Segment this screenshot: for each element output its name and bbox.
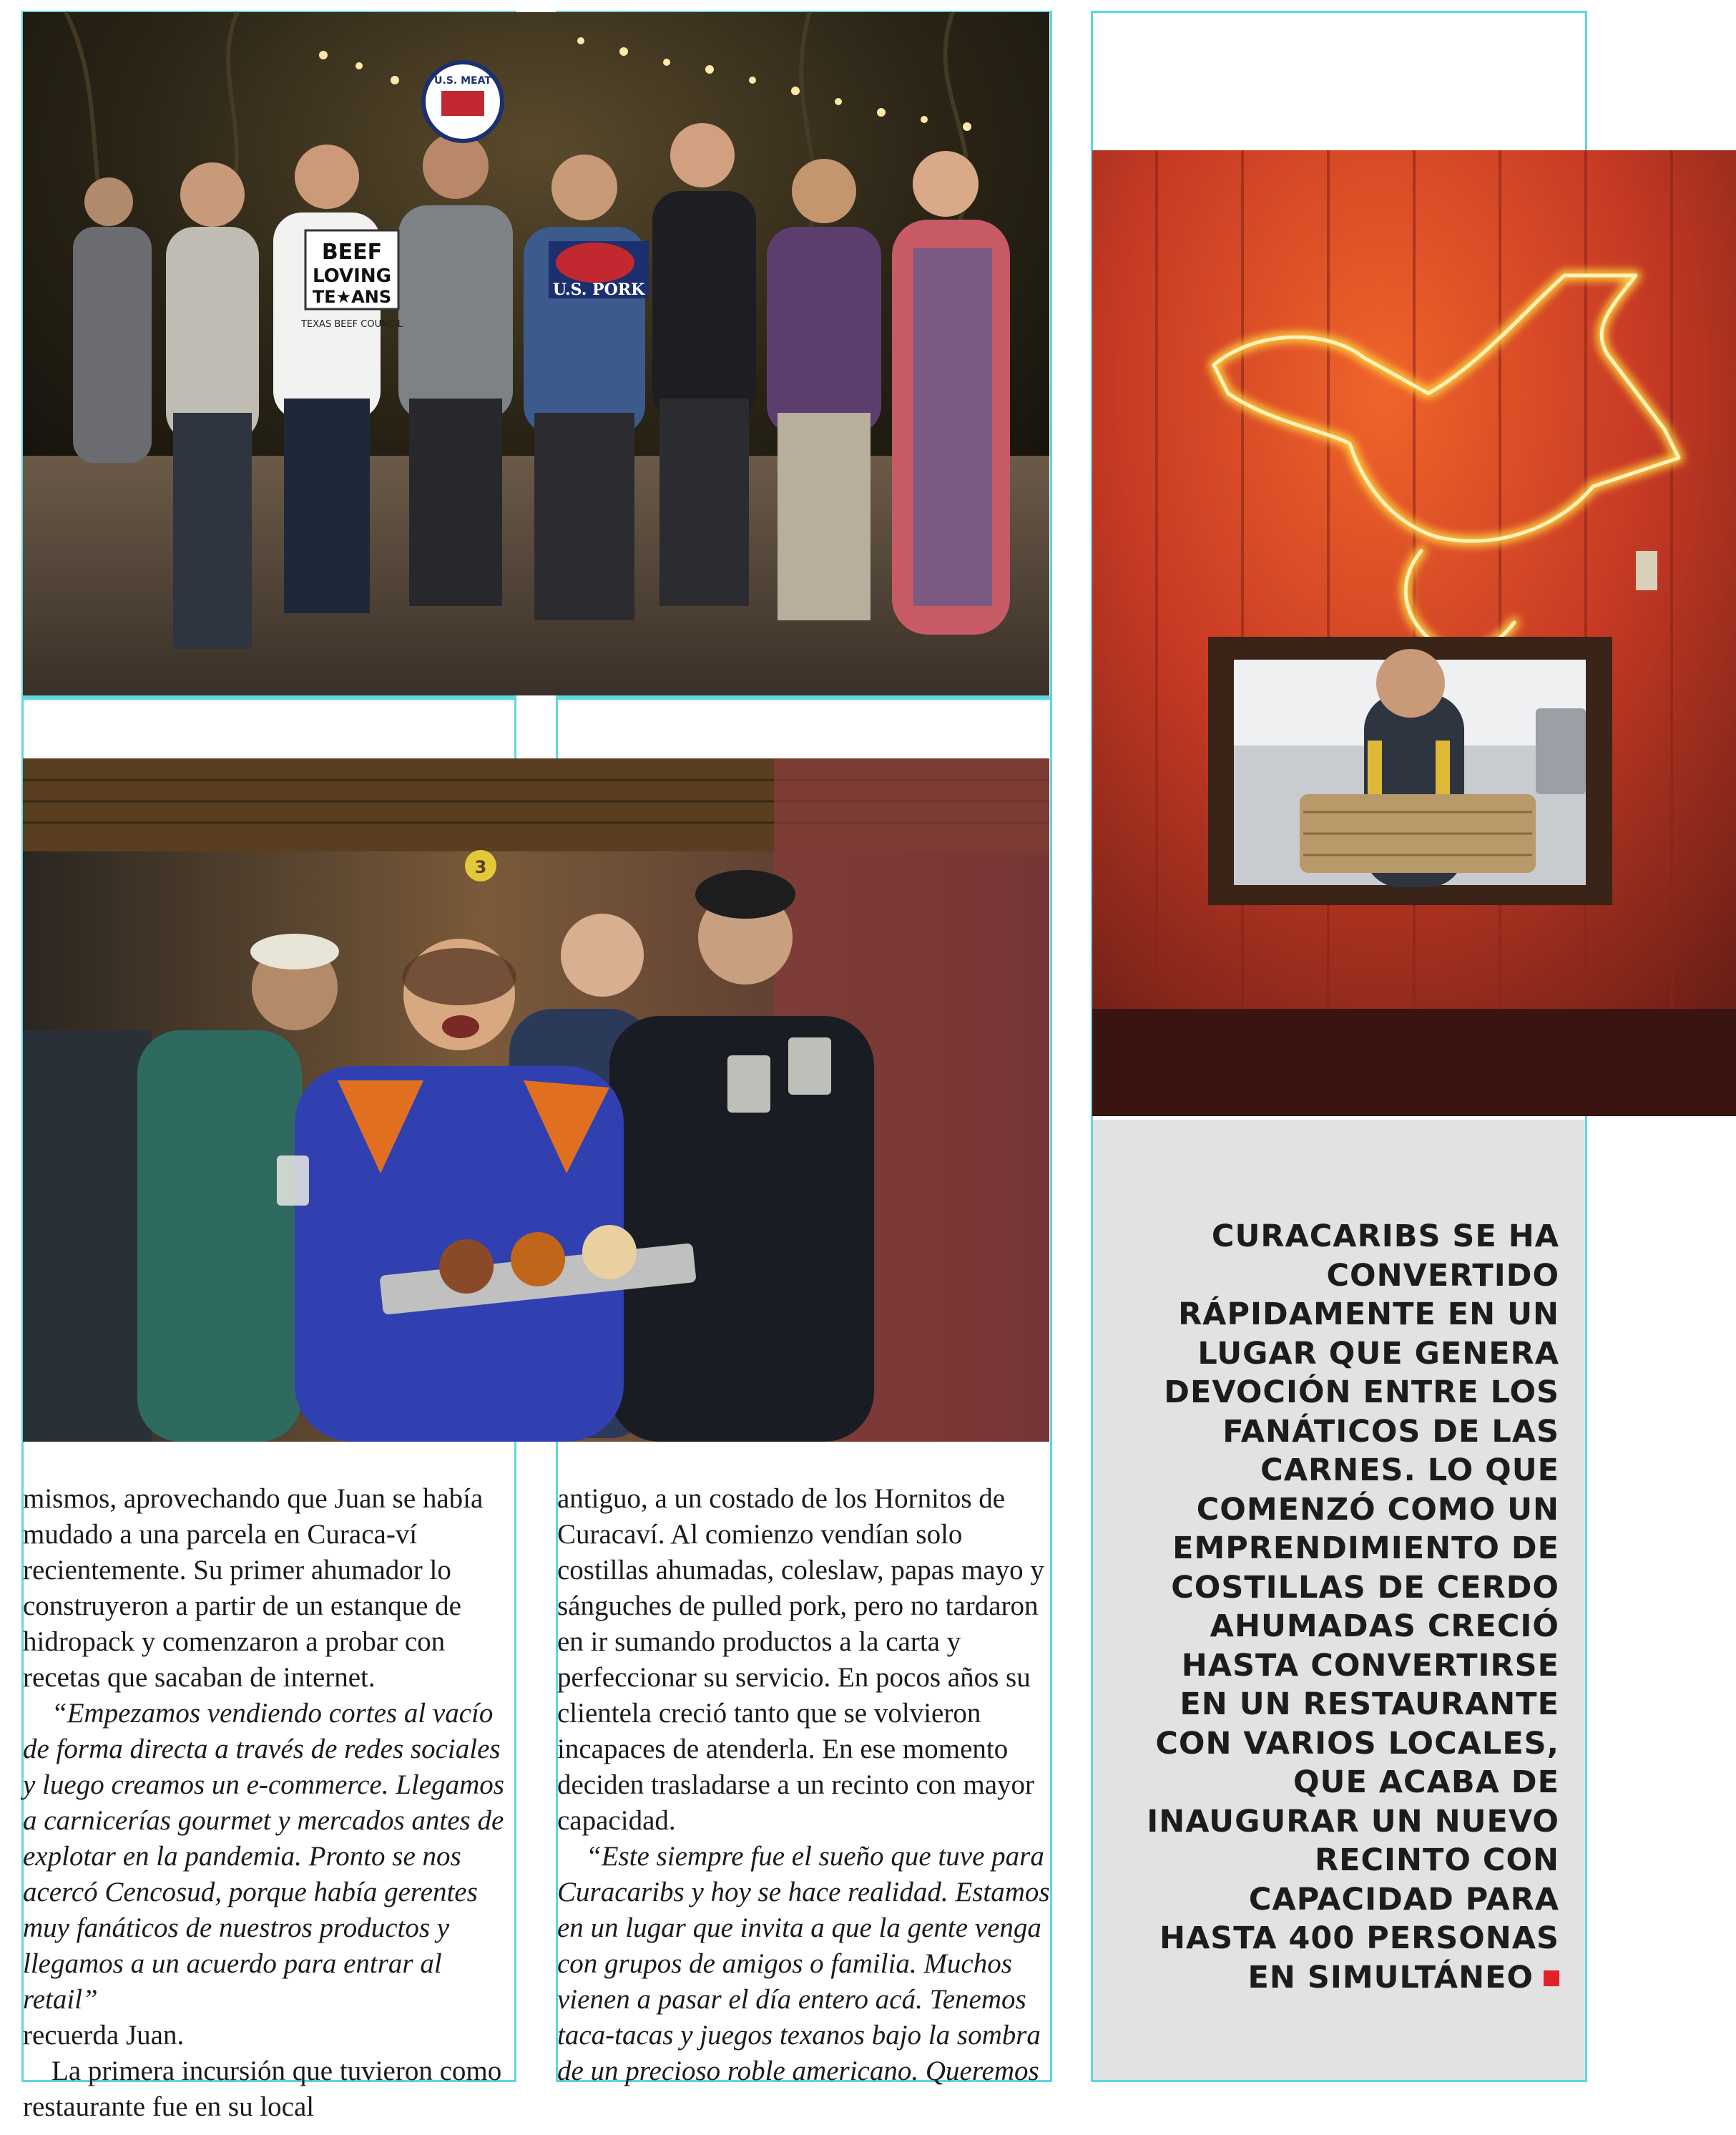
pull-quote-line: CON VARIOS LOCALES, [1155, 1725, 1559, 1762]
pull-quote-line: EN UN RESTAURANTE [1180, 1686, 1559, 1722]
pork-sign-text: U.S. PORK [552, 280, 645, 299]
beef-sign-line1: BEEF [321, 240, 383, 265]
quote-paragraph: “Este siempre fue el sueño que tuve para Curacaribs y hoy se hace realidad. Estamos en un lugar que invita a que la gente venga con grupos de amigos o familia. Muchos vienen a pasar el día entero acá. Tenemos taca-tacas y juegos texanos bajo la sombra de un precioso roble americano. Queremos [557, 1841, 1050, 2086]
pull-quote-line: EMPRENDIMIENTO DE [1172, 1530, 1559, 1566]
neon-photo [1092, 150, 1736, 1116]
body-column-2 [557, 1481, 1051, 2086]
pull-quote-line: COSTILLAS DE CERDO [1171, 1569, 1559, 1606]
beef-sign-line2: LOVING [313, 265, 391, 287]
pull-quote-line: LUGAR QUE GENERA [1197, 1335, 1559, 1372]
pull-quote-line: HASTA 400 PERSONAS [1159, 1920, 1559, 1956]
paragraph: La primera incursión que tuvieron como restaurante fue en su local [23, 2056, 502, 2122]
beef-sign-line3: TE★ANS [312, 287, 392, 307]
pull-quote-line: EN SIMULTÁNEO [1247, 1959, 1534, 1995]
pull-quote-line: FANÁTICOS DE LAS [1222, 1413, 1559, 1450]
pull-quote-line: CARNES. LO QUE [1260, 1452, 1559, 1488]
group-photo [23, 12, 1049, 695]
pull-quote-line: DEVOCIÓN ENTRE LOS [1164, 1374, 1559, 1410]
end-mark-icon [1544, 1970, 1559, 1986]
pull-quote-line: CAPACIDAD PARA [1248, 1881, 1559, 1917]
pull-quote-line: CONVERTIDO [1326, 1257, 1559, 1294]
beef-sign-small: TEXAS BEEF COUNCIL [301, 319, 403, 330]
paragraph: recuerda Juan. [23, 2020, 185, 2051]
pull-quote-line: HASTA CONVERTIRSE [1181, 1647, 1559, 1684]
pull-quote-line: RÁPIDAMENTE EN UN [1178, 1296, 1559, 1332]
pull-quote-line: COMENZÓ COMO UN [1196, 1491, 1559, 1528]
pull-quote [1102, 1217, 1559, 1997]
pull-quote-line: INAUGURAR UN NUEVO [1147, 1803, 1559, 1840]
pull-quote-line: CURACARIBS SE HA [1211, 1218, 1559, 1254]
meat-sign-text: U.S. MEAT [434, 75, 491, 87]
quote-paragraph: “Empezamos vendiendo cortes al vacío de forma directa a través de redes sociales y luego creamos un e-commerce. Llegamos a carnicerías gourmet y mercados antes de explotar en la pandemia. Pronto se nos acercó Cencosud, porque había gerentes muy fanáticos de nuestros productos y llegamos a un acuerdo para entrar al retail” [23, 1698, 504, 2015]
paragraph: antiguo, a un costado de los Hornitos de Curacaví. Al comienzo vendían solo costillas ahumadas, coleslaw, papas mayo y sánguches de pulled pork, pero no tardaron en ir sumando productos a la carta y perfeccionar su servicio. En pocos años su clientela creció tanto que se volvieron incapaces de atenderla. En ese momento deciden trasladarse a un recinto con mayor capacidad. [557, 1483, 1044, 1836]
pull-quote-line: QUE ACABA DE [1293, 1764, 1559, 1800]
crowd-photo [23, 758, 1049, 1442]
paragraph: mismos, aprovechando que Juan se había mudado a una parcela en Curaca-ví recientemente. Su primer ahumador lo construyeron a partir de un estanque de hidropack y comenzaron a probar con recetas que sacaban de internet. [23, 1483, 484, 1693]
plate-number: 3 [474, 857, 487, 877]
pull-quote-last-line [1102, 1958, 1559, 1998]
pull-quote-line: AHUMADAS CRECIÓ [1210, 1608, 1559, 1644]
pull-quote-line: RECINTO CON [1315, 1842, 1559, 1878]
body-column-1 [23, 1481, 516, 2122]
